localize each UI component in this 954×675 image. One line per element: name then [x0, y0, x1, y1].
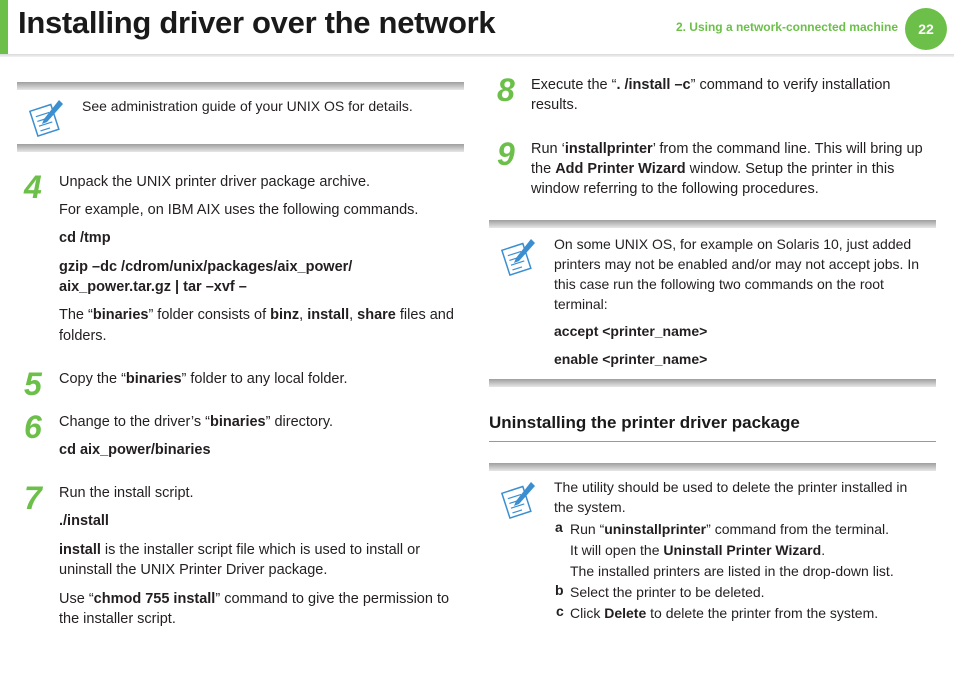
step7-chmod-2: the installer script.	[59, 611, 176, 627]
note-pencil-icon	[497, 479, 539, 519]
text: install	[307, 307, 350, 323]
list-item-a-line2	[570, 540, 825, 560]
note-box-solaris	[489, 220, 936, 387]
step4-command-cd: cd /tmp	[59, 230, 111, 246]
note-command-enable: enable <printer_name>	[554, 351, 708, 367]
step4-command-gzip-1: gzip –dc /cdrom/unix/packages/aix_power/	[59, 259, 353, 275]
step4-command-gzip-2: aix_power.tar.gz | tar –xvf –	[59, 279, 247, 295]
text: .	[821, 542, 826, 558]
text: Run ‘	[531, 141, 565, 157]
note-top-bar	[17, 82, 464, 90]
note-line: The utility should be used to delete the printer installed in	[554, 479, 908, 495]
text: Use “	[59, 591, 94, 607]
page-number-badge: 22	[905, 8, 947, 50]
header-divider	[0, 54, 954, 57]
list-letter-a: a	[555, 519, 563, 535]
text: share	[357, 307, 396, 323]
section-divider	[489, 441, 936, 442]
step-number-5: 5	[24, 366, 42, 402]
text: Uninstall Printer Wizard	[663, 542, 822, 558]
text: Change to the driver’s “	[59, 414, 210, 430]
text: binaries	[92, 307, 149, 323]
step7-install-desc-2: uninstall the UNIX Printer Driver package.	[59, 562, 328, 578]
note-line: terminal:	[554, 296, 608, 312]
note-line: printers may not be enabled and/or may not accept jobs. In	[554, 256, 919, 272]
text: the	[531, 161, 556, 177]
text: Execute the “	[531, 77, 617, 93]
text: uninstallprinter	[604, 521, 707, 537]
text: Click	[570, 605, 605, 621]
step7-command: ./install	[59, 513, 109, 529]
text: ” command to give the permission to	[215, 591, 450, 607]
step-number-7: 7	[24, 480, 42, 516]
text: install	[59, 542, 101, 558]
step4-line2: For example, on IBM AIX uses the following commands.	[59, 202, 419, 218]
step4-line1: Unpack the UNIX printer driver package archive.	[59, 174, 371, 190]
text: ” folder to any local folder.	[181, 371, 348, 387]
section-heading: Uninstalling the printer driver package	[489, 413, 800, 432]
text: ” command to verify installation	[690, 77, 891, 93]
step6-text	[59, 412, 333, 433]
text: window. Setup the printer in this	[685, 161, 895, 177]
list-item-b: Select the printer to be deleted.	[570, 584, 765, 600]
note-command-accept: accept <printer_name>	[554, 323, 708, 339]
step4-folder-contents-2: folders.	[59, 328, 107, 344]
list-item-a-line3: The installed printers are listed in the drop-down list.	[570, 563, 894, 579]
text: ” directory.	[265, 414, 334, 430]
note-box-unix-guide	[17, 82, 464, 152]
page-title: Installing driver over the network	[18, 5, 496, 40]
step5-text	[59, 369, 348, 390]
text: ” command from the terminal.	[706, 521, 889, 537]
text: binz	[270, 307, 300, 323]
text: chmod 755 install	[93, 591, 216, 607]
step7-line1: Run the install script.	[59, 485, 194, 501]
note-top-bar	[489, 220, 936, 228]
step-number-4: 4	[24, 169, 42, 205]
text: ” folder consists of	[148, 307, 271, 323]
note-line: the system.	[554, 499, 626, 515]
list-letter-c: c	[556, 603, 564, 619]
text: Run “	[570, 521, 605, 537]
text: ,	[349, 307, 358, 323]
list-item-c	[570, 603, 878, 623]
text: Copy the “	[59, 371, 126, 387]
step4-folder-contents	[59, 305, 454, 326]
note-pencil-icon	[25, 97, 67, 137]
step9-text-3: window referring to the following procedures.	[531, 181, 819, 197]
text: is the installer script file which is used to install or	[100, 542, 421, 558]
step6-command: cd aix_power/binaries	[59, 442, 211, 458]
note-bottom-bar	[489, 379, 936, 387]
text: files and	[395, 307, 454, 323]
note-pencil-icon	[497, 236, 539, 276]
text: The “	[59, 307, 93, 323]
text: binaries	[125, 371, 182, 387]
text: binaries	[210, 414, 266, 430]
text: Delete	[604, 605, 647, 621]
step8-text	[531, 75, 890, 96]
note-line: this case run the following two commands on the root	[554, 276, 884, 292]
step8-text-2: results.	[531, 97, 578, 113]
list-letter-b: b	[555, 582, 564, 598]
step7-chmod	[59, 589, 449, 610]
note-bottom-bar	[17, 144, 464, 152]
note-line: On some UNIX OS, for example on Solaris 10, just added	[554, 236, 912, 252]
note-text: See administration guide of your UNIX OS for details.	[82, 98, 413, 114]
text: installprinter	[564, 141, 653, 157]
text: ,	[299, 307, 308, 323]
text: It will open the	[570, 542, 664, 558]
step-number-6: 6	[24, 409, 42, 445]
step-number-8: 8	[497, 72, 515, 108]
step7-install-desc	[59, 540, 420, 561]
chapter-title: 2. Using a network-connected machine	[675, 20, 898, 34]
header-accent-bar	[0, 0, 8, 56]
step9-text	[531, 139, 923, 160]
list-item-a	[570, 519, 889, 539]
text: Add Printer Wizard	[555, 161, 686, 177]
text: ’ from the command line. This will bring up	[652, 141, 923, 157]
text: . /install –c	[616, 77, 691, 93]
text: to delete the printer from the system.	[646, 605, 879, 621]
step-number-9: 9	[497, 136, 515, 172]
note-top-bar	[489, 463, 936, 471]
note-box-uninstall	[489, 463, 936, 633]
step9-text-2	[531, 159, 894, 180]
